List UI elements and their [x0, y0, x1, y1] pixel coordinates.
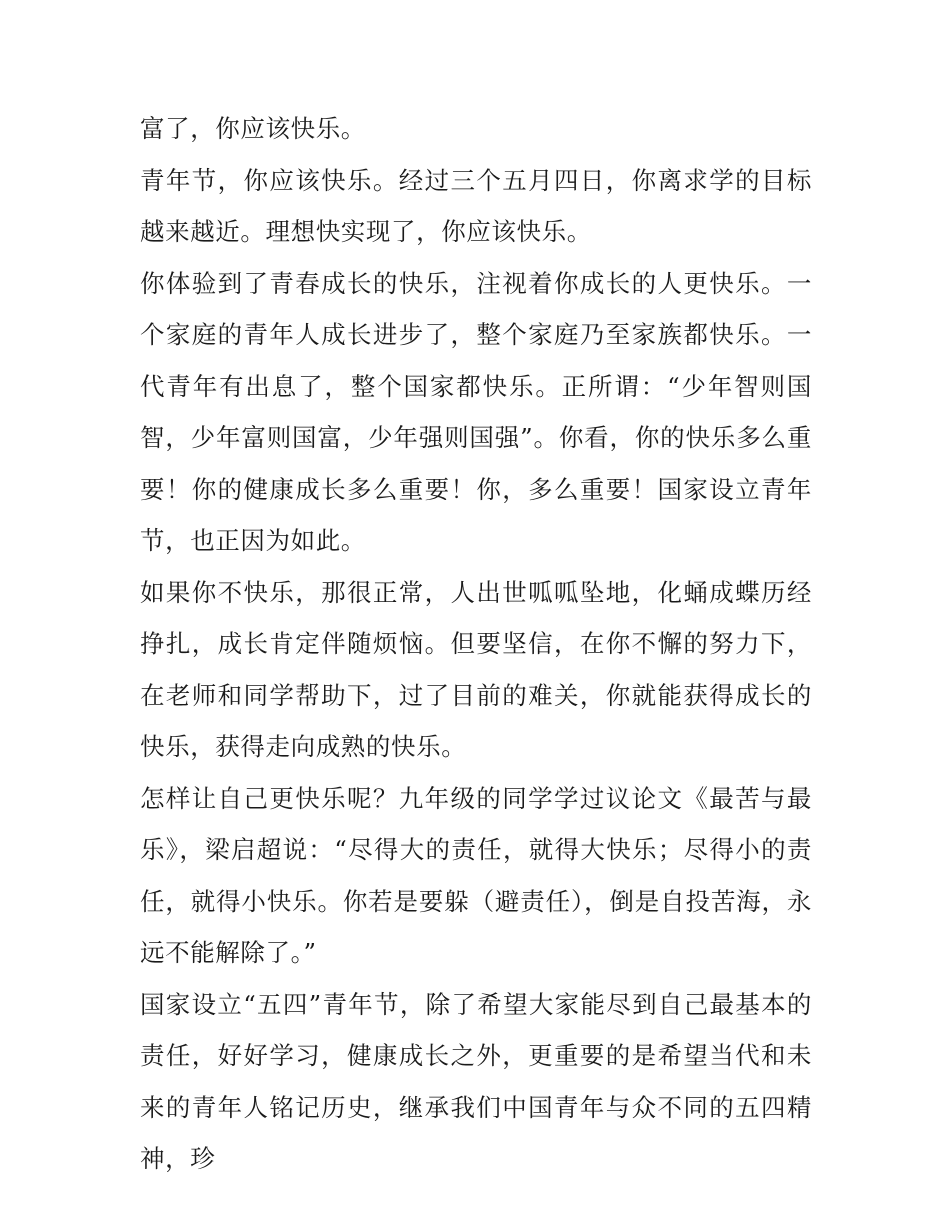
paragraph-3: 你体验到了青春成长的快乐，注视着你成长的人更快乐。一个家庭的青年人成长进步了，整个家庭乃至家族都快乐。一代青年有出息了，整个国家都快乐。正所谓：“少年智则国智，少年富则国富，少年强则国强”。你看，你的快乐多么重要！你的健康成长多么重要！你，多么重要！国家设立青年节，也正因为如此。	[140, 268, 812, 555]
paragraph-4: 如果你不快乐，那很正常，人出世呱呱坠地，化蛹成蝶历经挣扎，成长肯定伴随烦恼。但要坚信，在你不懈的努力下，在老师和同学帮助下，过了目前的难关，你就能获得成长的快乐，获得走向成熟的快乐。	[140, 577, 812, 761]
paragraph-2: 青年节，你应该快乐。经过三个五月四日，你离求学的目标越来越近。理想快实现了，你应该快乐。	[140, 165, 812, 246]
paragraph-1: 富了，你应该快乐。	[140, 114, 366, 143]
paragraph-6: 国家设立“五四”青年节，除了希望大家能尽到自己最基本的责任，好好学习，健康成长之外，更重要的是希望当代和未来的青年人铭记历史，继承我们中国青年与众不同的五四精神，珍	[140, 989, 812, 1173]
paragraph-5: 怎样让自己更快乐呢？九年级的同学学过议论文《最苦与最乐》，梁启超说：“尽得大的责任，就得大快乐；尽得小的责任，就得小快乐。你若是要躲（避责任），倒是自投苦海，永远不能解除了。”	[140, 783, 812, 967]
document-body	[140, 103, 812, 1185]
